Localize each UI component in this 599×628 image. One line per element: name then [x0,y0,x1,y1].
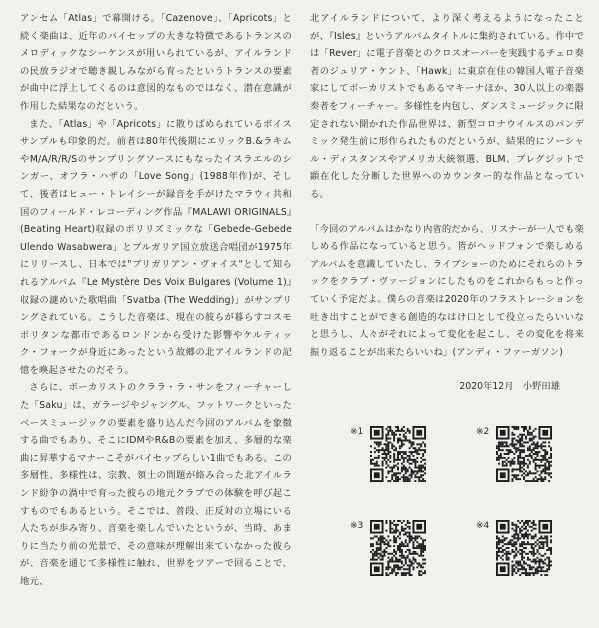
qr-code-2[interactable] [476,426,556,482]
qr-label-2: ※2 [476,427,490,437]
body-paragraph: また、「Atlas」や「Apricots」に散りばめられているボイスサンプルも印象的だ。前者は80年代後期にエリックB.&ラキムやM/A/R/R/Sのサンプリングソースにもなったイスラエルのシンガー、オフラ・ハザの「Love Song」(1988年作)が、そして、後者はヒュー・トレイシーが録音を手がけたマラウィ共和国のフィールド・レコーディング作品『MALAWI ORIGINALS』(Beating Heart)収録のポリリズミックな「Gebede-Gebede Ulendo Wasabwera」とブルガリア国立放送合唱団が1975年にリリースし、日本では"ブリガリアン・ヴォイス"として知られるアルバム『Le Mystère Des Voix Bulgares (Volume 1)』収録の謎めいた歌唱曲「Svatba (The Wedding)」がサンプリングされている。こうした音楽は、現在の彼らが暮らすコスモポリタンな都市であるロンドンから受けた影響やケルティック・フォークが身近にあったという故郷の北アイルランドの記憶を喚起させたのだそう。 [20,118,292,376]
qr-code-icon [370,520,426,576]
qr-label-4: ※4 [476,521,490,531]
qr-code-icon [496,520,552,576]
qr-label-1: ※1 [350,427,364,437]
date-and-author: 2020年12月 小野田雄 [459,381,560,393]
right-column [310,10,584,396]
qr-code-icon [496,426,552,482]
qr-code-icon [370,426,426,482]
qr-label-3: ※3 [350,521,364,531]
qr-code-1[interactable] [350,426,430,482]
body-paragraph: 北アイルランドについて、より深く考えるようになったことが、『Isles』というアルバムタイトルに集約されている。作中では「Rever」に電子音楽とのクロスオーバーを実践するチェロ奏者のジュリア・ケント、「Hawk」に東京在住の韓国人電子音楽家にしてボーカリストでもあるマキーナほか、30人以上の楽器奏者をフィーチャー。多様性を内包し、ダンスミュージックに限定されない開かれた作品世界は、新型コロナウイルスのパンデミック発生前に形作られたものだというが、結果的にソーシャル・ディスタンスやアメリカ大統領選、BLM、ブレグジットで顕在化した分断した世界へのカウンター的な作品となっている。 [310,13,584,200]
body-paragraph: アンセム「Atlas」で幕開ける。「Cazenove」、「Apricots」と続く楽曲は、近年のバイセップの大きな特徴であるトランスのメロディックなシーケンスが用いられているが、アイルランドの民放ラジオで聴き親しみながら育ったというトランスの要素が曲中に浮上してくるのは意図的なものではなく、潜在意識が作用した結果なのだという。 [20,13,292,112]
qr-code-3[interactable] [350,520,430,576]
body-paragraph: さらに、ボーカリストのクララ・ラ・サンをフィーチャーした「Saku」は、ガラージやジャングル、フットワークといったベースミュージックの要素を盛り込んだ今回のアルバムを象徴する曲でもあり、そこにIDMやR&Bの要素を加え、多層的な楽曲に昇華するマナーこそがバイセップらしい1曲でもある。この多層性、多様性は、宗教、領土の問題が絡み合った北アイルランド紛争の渦中で育った彼らの地元クラブでの体験を呼び起こすものでもあるという。そこでは、普段、正反対の立場にいる人たちが歩み寄り、音楽を楽しんでいたというが、当時、あまりに当たり前の光景で、その意味が理解出来ていなかった彼らが、音楽を通じて多様性に触れ、世界をツアーで回ることで、地元、 [20,382,292,587]
interview-quote: 「今回のアルバムはかなり内省的だから、リスナーが一人でも楽しめる作品になっていると思う。皆がヘッドフォンで楽しめるアルバムを意識していたし、ライブショーのためにそれらのトラックをクラブ・ヴァージョンにしたものをこれからもっと作っていく予定だよ。僕らの音楽は2020年のフラストレーションを吐き出すことができる創造的なはけ口として役立ったらいいなと思うし、人々がそれによって変化を起こし、その変化を将来振り返ることが出来たらいいね」(アンディ・ファーガソン) [310,223,585,358]
left-column [20,10,292,591]
qr-code-4[interactable] [476,520,556,576]
